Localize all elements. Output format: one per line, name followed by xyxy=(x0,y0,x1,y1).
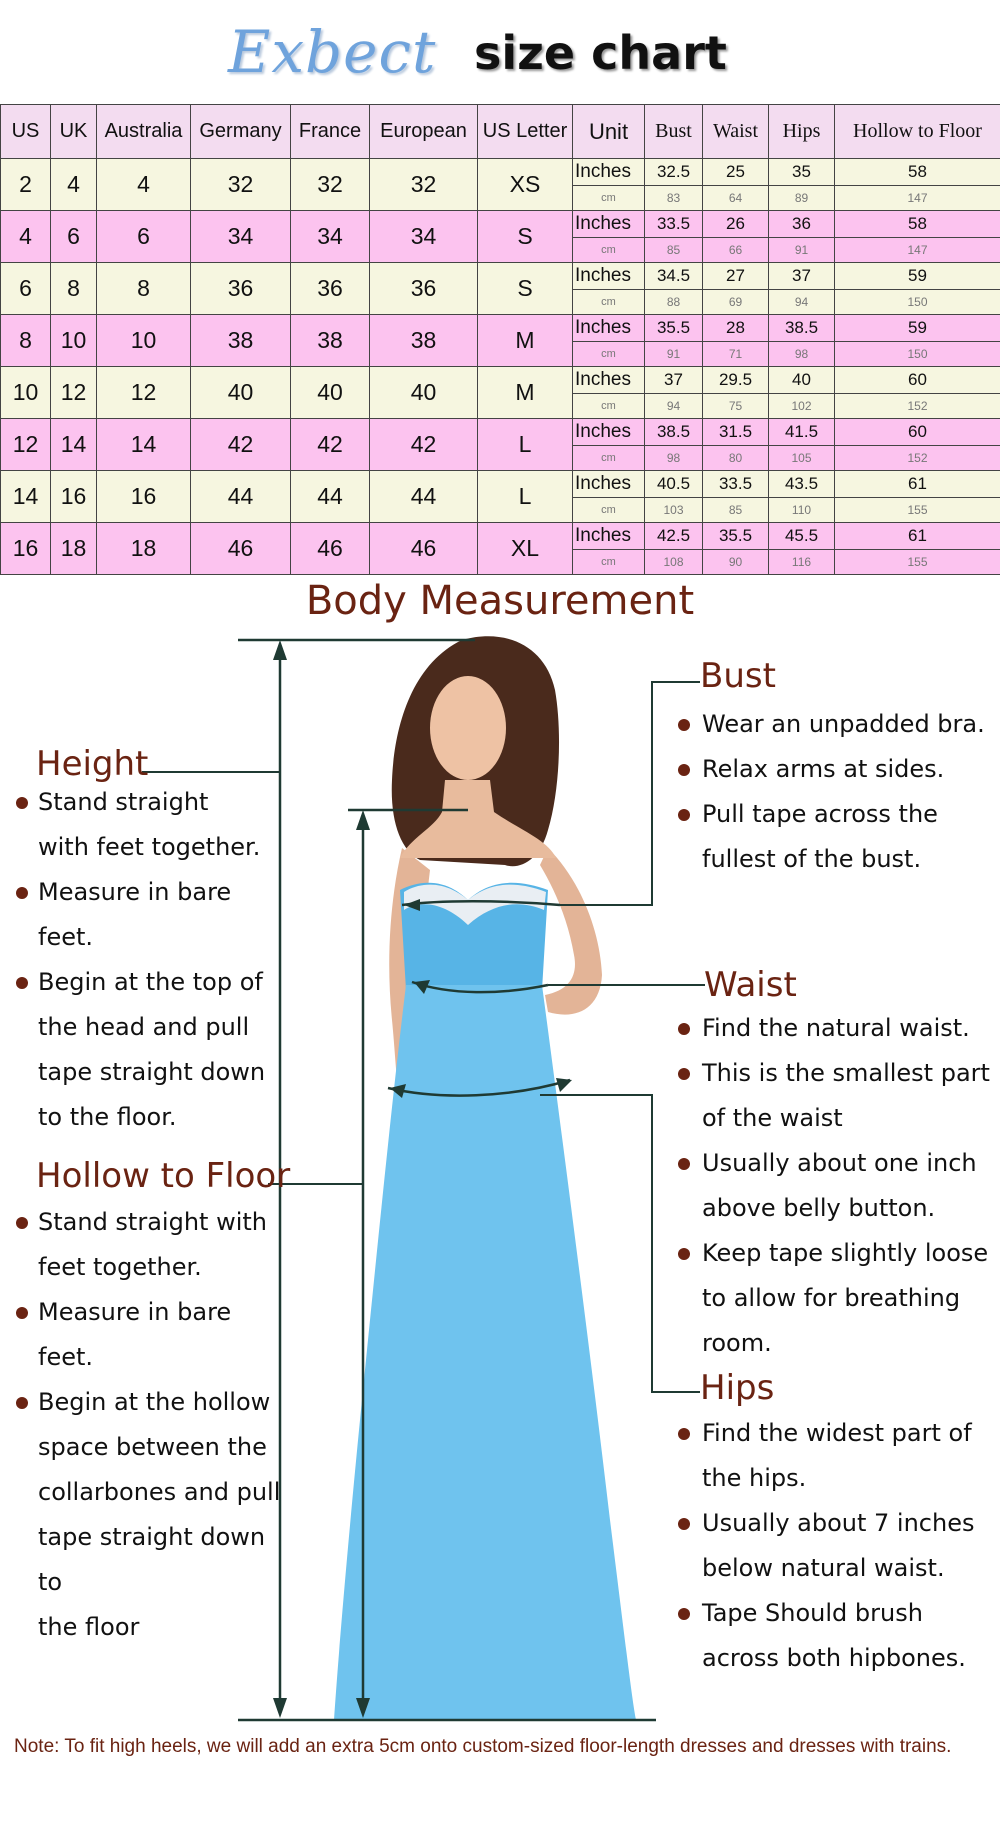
cell-us: 16 xyxy=(1,523,51,575)
cell-unit-cm: cm xyxy=(573,394,645,419)
cell-waist-cm: 75 xyxy=(703,394,769,419)
cell-unit-cm: cm xyxy=(573,238,645,263)
cell-australia: 16 xyxy=(97,471,191,523)
cell-unit-cm: cm xyxy=(573,290,645,315)
cell-htf-in: 59 xyxy=(835,315,1000,342)
list-item: Tape Should brush xyxy=(676,1591,996,1636)
cell-bust-cm: 103 xyxy=(645,498,703,523)
cell-australia: 6 xyxy=(97,211,191,263)
bullet-icon xyxy=(16,977,28,989)
bullet-icon xyxy=(678,719,690,731)
cell-htf-in: 60 xyxy=(835,419,1000,446)
cell-hips-in: 36 xyxy=(769,211,835,238)
cell-hips-in: 41.5 xyxy=(769,419,835,446)
cell-us-letter: M xyxy=(478,367,573,419)
list-item-continued: the head and pull xyxy=(38,1013,250,1041)
cell-uk: 16 xyxy=(51,471,97,523)
cell-uk: 10 xyxy=(51,315,97,367)
list-item-continued: tape straight down xyxy=(38,1058,266,1086)
list-item-continued: the floor xyxy=(38,1613,140,1641)
list-item-continued: the hips. xyxy=(702,1464,807,1492)
cell-htf-cm: 152 xyxy=(835,446,1000,471)
cell-htf-cm: 155 xyxy=(835,550,1000,575)
cell-hips-cm: 94 xyxy=(769,290,835,315)
cell-waist-in: 35.5 xyxy=(703,523,769,550)
cell-hips-cm: 110 xyxy=(769,498,835,523)
section-title: Body Measurement xyxy=(305,578,695,624)
cell-european: 40 xyxy=(370,367,478,419)
cell-bust-cm: 98 xyxy=(645,446,703,471)
cell-waist-cm: 64 xyxy=(703,186,769,211)
list-item-continued: collarbones and pull xyxy=(38,1478,281,1506)
cell-us-letter: L xyxy=(478,419,573,471)
hollow-instructions xyxy=(16,1200,286,1650)
cell-hips-in: 40 xyxy=(769,367,835,394)
cell-hips-cm: 89 xyxy=(769,186,835,211)
hips-heading: Hips xyxy=(700,1368,775,1408)
list-item: Begin at the hollow xyxy=(16,1380,286,1425)
cell-european: 34 xyxy=(370,211,478,263)
hips-arrow-right-icon xyxy=(556,1078,572,1092)
list-item-continued: feet together. xyxy=(38,1253,202,1281)
cell-germany: 32 xyxy=(191,159,291,211)
cell-european: 42 xyxy=(370,419,478,471)
list-item: Wear an unpadded bra. xyxy=(676,702,996,747)
list-item: Find the widest part of xyxy=(676,1411,996,1456)
cell-bust-cm: 88 xyxy=(645,290,703,315)
bullet-icon xyxy=(16,797,28,809)
list-item-continued: fullest of the bust. xyxy=(702,845,922,873)
cell-france: 42 xyxy=(291,419,370,471)
col-header-uk: UK xyxy=(51,105,97,159)
cell-waist-cm: 80 xyxy=(703,446,769,471)
cell-bust-in: 42.5 xyxy=(645,523,703,550)
cell-france: 40 xyxy=(291,367,370,419)
cell-bust-cm: 91 xyxy=(645,342,703,367)
col-header-germany: Germany xyxy=(191,105,291,159)
cell-us-letter: L xyxy=(478,471,573,523)
bullet-icon xyxy=(678,1518,690,1530)
cell-hips-cm: 105 xyxy=(769,446,835,471)
cell-uk: 18 xyxy=(51,523,97,575)
list-item-continued: tape straight down to xyxy=(38,1523,266,1596)
bullet-icon xyxy=(678,809,690,821)
cell-france: 34 xyxy=(291,211,370,263)
list-item-continued: to the floor. xyxy=(38,1103,177,1131)
cell-hips-in: 37 xyxy=(769,263,835,290)
list-item: Measure in bare feet. xyxy=(16,1290,286,1380)
waist-heading: Waist xyxy=(704,965,797,1005)
bullet-icon xyxy=(16,1217,28,1229)
cell-htf-in: 61 xyxy=(835,523,1000,550)
cell-us: 12 xyxy=(1,419,51,471)
cell-waist-cm: 66 xyxy=(703,238,769,263)
cell-uk: 14 xyxy=(51,419,97,471)
cell-bust-in: 37 xyxy=(645,367,703,394)
cell-us: 14 xyxy=(1,471,51,523)
cell-unit-inches: Inches xyxy=(573,367,645,394)
bullet-icon xyxy=(16,887,28,899)
col-header-waist: Waist xyxy=(703,105,769,159)
cell-germany: 42 xyxy=(191,419,291,471)
cell-hips-cm: 116 xyxy=(769,550,835,575)
cell-bust-in: 33.5 xyxy=(645,211,703,238)
cell-australia: 10 xyxy=(97,315,191,367)
cell-germany: 36 xyxy=(191,263,291,315)
cell-us: 8 xyxy=(1,315,51,367)
model-arm-right xyxy=(540,848,602,1015)
cell-australia: 4 xyxy=(97,159,191,211)
cell-unit-inches: Inches xyxy=(573,211,645,238)
cell-htf-in: 59 xyxy=(835,263,1000,290)
model-face xyxy=(430,676,506,780)
bullet-icon xyxy=(678,764,690,776)
cell-bust-in: 38.5 xyxy=(645,419,703,446)
cell-waist-in: 25 xyxy=(703,159,769,186)
cell-waist-in: 26 xyxy=(703,211,769,238)
cell-bust-in: 40.5 xyxy=(645,471,703,498)
col-header-us-letter: US Letter xyxy=(478,105,573,159)
bullet-icon xyxy=(678,1023,690,1035)
list-item: Stand straight xyxy=(16,780,286,825)
cell-unit-inches: Inches xyxy=(573,315,645,342)
col-header-hips: Hips xyxy=(769,105,835,159)
cell-unit-inches: Inches xyxy=(573,419,645,446)
list-item-continued: with feet together. xyxy=(38,833,261,861)
list-item: Relax arms at sides. xyxy=(676,747,996,792)
hollow-heading: Hollow to Floor xyxy=(36,1156,291,1196)
height-instructions xyxy=(16,780,286,1140)
page-title: size chart xyxy=(474,26,727,80)
bullet-icon xyxy=(678,1608,690,1620)
list-item: Measure in bare feet. xyxy=(16,870,286,960)
cell-unit-cm: cm xyxy=(573,498,645,523)
cell-htf-in: 60 xyxy=(835,367,1000,394)
bullet-icon xyxy=(678,1068,690,1080)
waist-instructions xyxy=(676,1006,996,1366)
list-item: Stand straight with xyxy=(16,1200,286,1245)
cell-hips-in: 38.5 xyxy=(769,315,835,342)
bust-instructions xyxy=(676,702,996,882)
cell-germany: 38 xyxy=(191,315,291,367)
cell-bust-in: 34.5 xyxy=(645,263,703,290)
height-arrow-down-icon xyxy=(273,1698,287,1718)
cell-us-letter: XS xyxy=(478,159,573,211)
col-header-hollow-to-floor: Hollow to Floor xyxy=(835,105,1000,159)
col-header-france: France xyxy=(291,105,370,159)
hollow-arrow-up-icon xyxy=(356,810,370,830)
cell-htf-cm: 150 xyxy=(835,290,1000,315)
cell-bust-in: 32.5 xyxy=(645,159,703,186)
list-item: Usually about one inch xyxy=(676,1141,996,1186)
cell-european: 32 xyxy=(370,159,478,211)
footer-note: Note: To fit high heels, we will add an extra 5cm onto custom-sized floor-length dresses and dresses with trains. xyxy=(14,1736,952,1757)
cell-hips-in: 35 xyxy=(769,159,835,186)
cell-australia: 12 xyxy=(97,367,191,419)
cell-us-letter: S xyxy=(478,263,573,315)
cell-unit-inches: Inches xyxy=(573,159,645,186)
cell-waist-in: 29.5 xyxy=(703,367,769,394)
list-item-continued: to allow for breathing xyxy=(702,1284,961,1312)
cell-unit-cm: cm xyxy=(573,446,645,471)
bullet-icon xyxy=(678,1428,690,1440)
list-item: Keep tape slightly loose xyxy=(676,1231,996,1276)
cell-waist-in: 28 xyxy=(703,315,769,342)
cell-htf-in: 58 xyxy=(835,159,1000,186)
cell-waist-in: 31.5 xyxy=(703,419,769,446)
cell-uk: 4 xyxy=(51,159,97,211)
cell-france: 32 xyxy=(291,159,370,211)
cell-unit-inches: Inches xyxy=(573,471,645,498)
list-item-continued: across both hipbones. xyxy=(702,1644,966,1672)
cell-hips-cm: 102 xyxy=(769,394,835,419)
list-item-continued: room. xyxy=(702,1329,772,1357)
cell-france: 46 xyxy=(291,523,370,575)
cell-france: 36 xyxy=(291,263,370,315)
col-header-unit: Unit xyxy=(573,105,645,159)
list-item: Find the natural waist. xyxy=(676,1006,996,1051)
cell-htf-cm: 155 xyxy=(835,498,1000,523)
cell-waist-cm: 85 xyxy=(703,498,769,523)
cell-hips-in: 45.5 xyxy=(769,523,835,550)
list-item: Pull tape across the xyxy=(676,792,996,837)
cell-us: 10 xyxy=(1,367,51,419)
cell-unit-cm: cm xyxy=(573,550,645,575)
cell-european: 36 xyxy=(370,263,478,315)
height-heading: Height xyxy=(36,744,149,784)
list-item-continued: below natural waist. xyxy=(702,1554,945,1582)
cell-uk: 6 xyxy=(51,211,97,263)
cell-hips-cm: 98 xyxy=(769,342,835,367)
cell-uk: 12 xyxy=(51,367,97,419)
cell-hips-in: 43.5 xyxy=(769,471,835,498)
cell-germany: 46 xyxy=(191,523,291,575)
cell-france: 44 xyxy=(291,471,370,523)
cell-htf-in: 58 xyxy=(835,211,1000,238)
cell-us: 6 xyxy=(1,263,51,315)
bullet-icon xyxy=(678,1158,690,1170)
cell-uk: 8 xyxy=(51,263,97,315)
cell-bust-cm: 108 xyxy=(645,550,703,575)
cell-waist-cm: 69 xyxy=(703,290,769,315)
brand-logo: Exbect xyxy=(228,18,437,86)
cell-unit-cm: cm xyxy=(573,186,645,211)
cell-waist-in: 27 xyxy=(703,263,769,290)
height-arrow-up-icon xyxy=(273,640,287,660)
cell-germany: 44 xyxy=(191,471,291,523)
cell-unit-inches: Inches xyxy=(573,523,645,550)
list-item-continued: of the waist xyxy=(702,1104,843,1132)
col-header-european: European xyxy=(370,105,478,159)
list-item: Begin at the top of xyxy=(16,960,286,1005)
cell-european: 44 xyxy=(370,471,478,523)
cell-us-letter: M xyxy=(478,315,573,367)
cell-bust-cm: 83 xyxy=(645,186,703,211)
list-item: This is the smallest part xyxy=(676,1051,996,1096)
cell-unit-cm: cm xyxy=(573,342,645,367)
list-item-continued: above belly button. xyxy=(702,1194,936,1222)
cell-htf-cm: 147 xyxy=(835,186,1000,211)
col-header-australia: Australia xyxy=(97,105,191,159)
cell-htf-cm: 147 xyxy=(835,238,1000,263)
cell-us-letter: S xyxy=(478,211,573,263)
cell-hips-cm: 91 xyxy=(769,238,835,263)
cell-waist-cm: 71 xyxy=(703,342,769,367)
bullet-icon xyxy=(16,1307,28,1319)
cell-european: 46 xyxy=(370,523,478,575)
bullet-icon xyxy=(16,1397,28,1409)
cell-waist-in: 33.5 xyxy=(703,471,769,498)
cell-htf-cm: 152 xyxy=(835,394,1000,419)
col-header-bust: Bust xyxy=(645,105,703,159)
cell-european: 38 xyxy=(370,315,478,367)
cell-germany: 34 xyxy=(191,211,291,263)
cell-waist-cm: 90 xyxy=(703,550,769,575)
hips-instructions xyxy=(676,1411,996,1681)
cell-us: 2 xyxy=(1,159,51,211)
cell-bust-cm: 94 xyxy=(645,394,703,419)
list-item: Usually about 7 inches xyxy=(676,1501,996,1546)
cell-us: 4 xyxy=(1,211,51,263)
cell-unit-inches: Inches xyxy=(573,263,645,290)
bust-heading: Bust xyxy=(700,656,776,696)
cell-australia: 14 xyxy=(97,419,191,471)
cell-bust-in: 35.5 xyxy=(645,315,703,342)
list-item-continued: space between the xyxy=(38,1433,267,1461)
cell-htf-cm: 150 xyxy=(835,342,1000,367)
col-header-us: US xyxy=(1,105,51,159)
cell-australia: 18 xyxy=(97,523,191,575)
cell-htf-in: 61 xyxy=(835,471,1000,498)
cell-germany: 40 xyxy=(191,367,291,419)
cell-bust-cm: 85 xyxy=(645,238,703,263)
cell-us-letter: XL xyxy=(478,523,573,575)
cell-france: 38 xyxy=(291,315,370,367)
cell-australia: 8 xyxy=(97,263,191,315)
bullet-icon xyxy=(678,1248,690,1260)
